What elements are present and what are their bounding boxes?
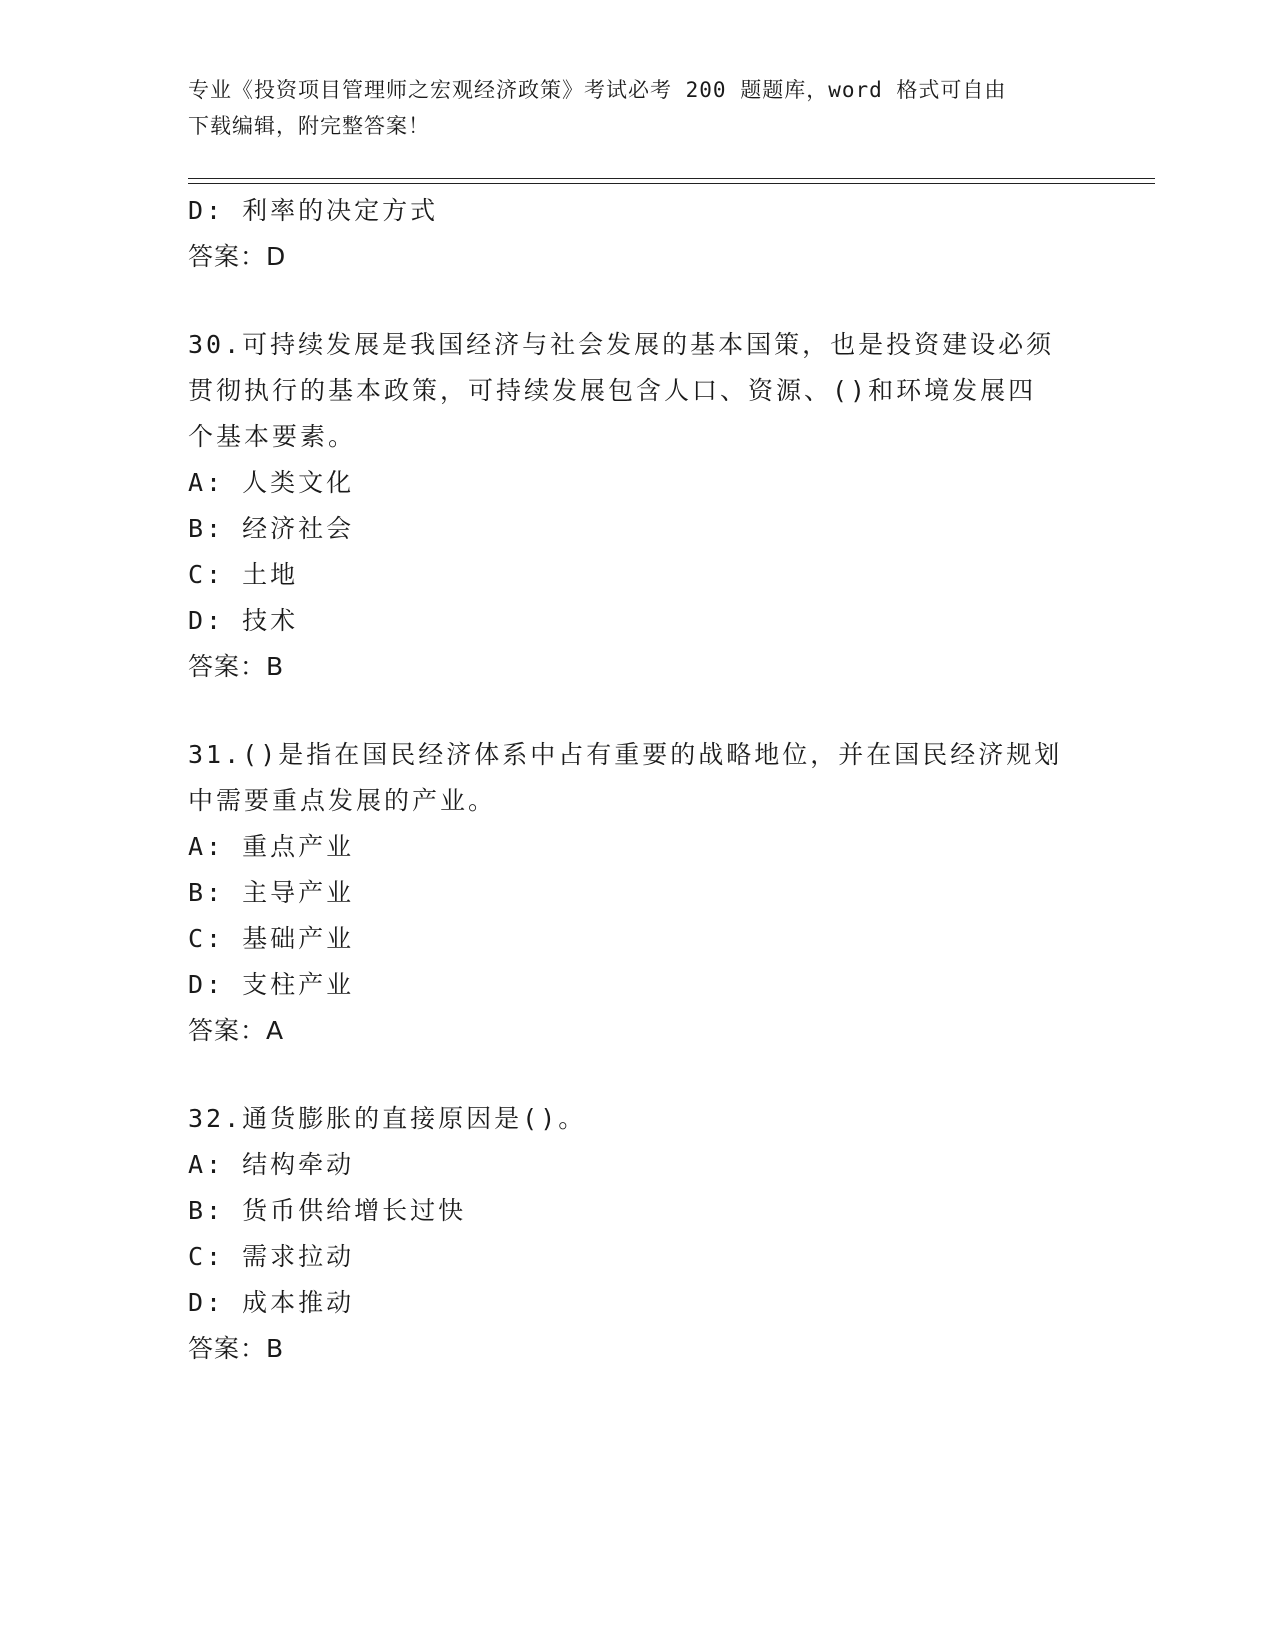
option-d: D: 利率的决定方式: [188, 196, 439, 225]
option-b: B: 货币供给增长过快: [188, 1196, 467, 1225]
question-list: [188, 188, 1088, 1372]
question-32: [188, 1096, 1088, 1372]
question-text-line: 中需要重点发展的产业。: [188, 786, 497, 815]
option-b: B: 经济社会: [188, 514, 355, 543]
option-b: B: 主导产业: [188, 878, 355, 907]
option-c: C: 基础产业: [188, 924, 355, 953]
question-text-line: 30.可持续发展是我国经济与社会发展的基本国策，也是投资建设必须: [188, 330, 1055, 359]
option-a: A: 结构牵动: [188, 1150, 355, 1179]
previous-question-tail: [188, 188, 1088, 280]
question-text-line: 32.通货膨胀的直接原因是()。: [188, 1104, 587, 1133]
option-d: D: 技术: [188, 606, 299, 635]
option-d: D: 支柱产业: [188, 970, 355, 999]
header-line-1: 专业《投资项目管理师之宏观经济政策》考试必考 200 题题库，word 格式可自由: [188, 78, 1007, 102]
answer: 答案：B: [188, 1334, 285, 1363]
option-d: D: 成本推动: [188, 1288, 355, 1317]
question-text-line: 个基本要素。: [188, 422, 357, 451]
question-30: [188, 322, 1088, 690]
answer: 答案：B: [188, 652, 285, 681]
question-31: [188, 732, 1088, 1054]
option-a: A: 人类文化: [188, 468, 355, 497]
header-divider-top: [188, 178, 1155, 179]
question-text-line: 31.()是指在国民经济体系中占有重要的战略地位，并在国民经济规划: [188, 740, 1063, 769]
question-text-line: 贯彻执行的基本政策，可持续发展包含人口、资源、()和环境发展四: [188, 376, 1037, 405]
answer: 答案：A: [188, 1016, 285, 1045]
header-divider-bottom: [188, 183, 1155, 184]
header-line-2: 下载编辑，附完整答案！: [188, 114, 430, 138]
document-header: [188, 72, 1088, 144]
answer: 答案：D: [188, 242, 287, 271]
option-c: C: 需求拉动: [188, 1242, 355, 1271]
option-c: C: 土地: [188, 560, 299, 589]
option-a: A: 重点产业: [188, 832, 355, 861]
